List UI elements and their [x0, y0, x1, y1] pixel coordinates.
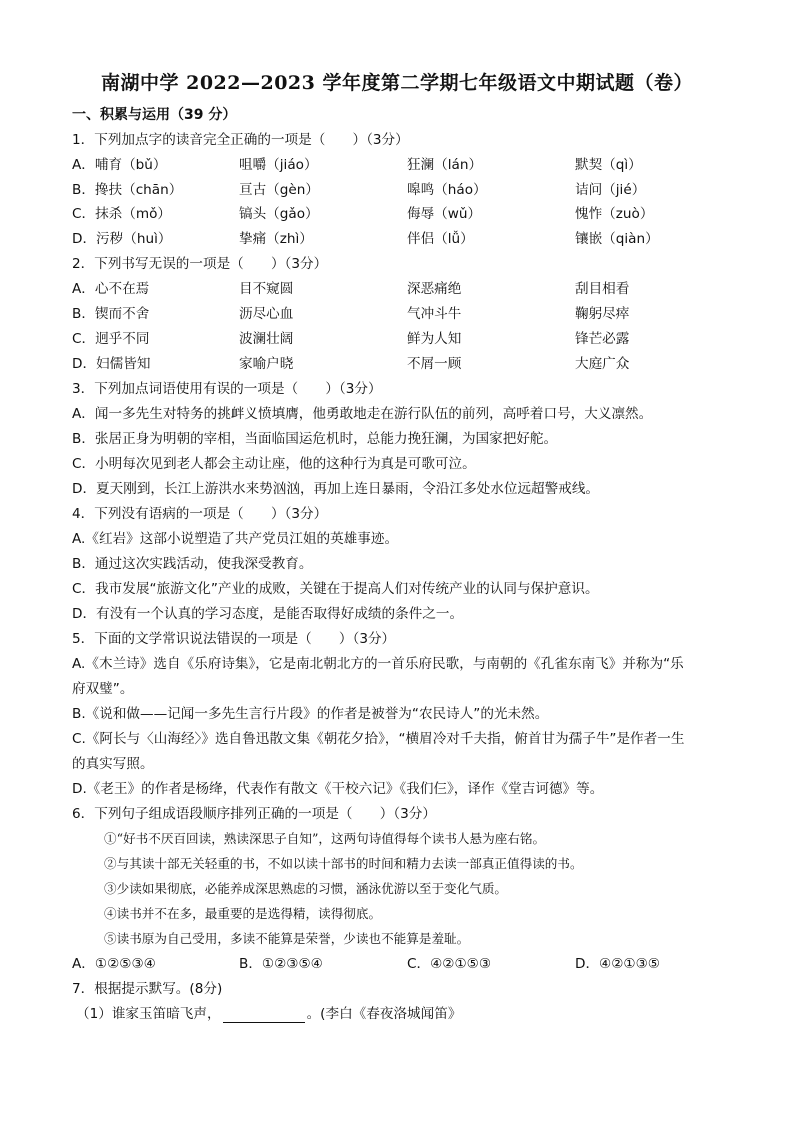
- q7-item-1: [76, 1005, 461, 1023]
- q1-option-d-item: 挚痛（zhì）: [239, 231, 313, 247]
- q2-option-a-item: 深恶痛绝: [407, 281, 462, 297]
- q2-option-a-item: 目不窥圆: [239, 281, 294, 297]
- q2-option-a-item: 刮目相看: [575, 281, 630, 297]
- q2-option-c-item: 波澜壮阔: [239, 331, 294, 347]
- q2-option-a: A．心不在焉: [72, 281, 150, 297]
- q3-option-c: C．小明每次见到老人都会主动让座，他的这种行为真是可歌可泣。: [72, 456, 476, 472]
- q1-stem: 1．下列加点字的读音完全正确的一项是（ ）（3分）: [72, 132, 409, 148]
- q3-stem: 3．下列加点词语使用有误的一项是（ ）（3分）: [72, 381, 382, 397]
- q6-stem: 6．下列句子组成语段顺序排列正确的一项是（ ）（3分）: [72, 806, 436, 822]
- q7-stem: 7．根据提示默写。(8分): [72, 981, 223, 997]
- q6-option-b: B．①②③⑤④: [239, 956, 323, 972]
- q1-option-a-item: 默契（qì）: [575, 157, 642, 173]
- q5-option-b: B.《说和做——记闻一多先生言行片段》的作者是被誉为“农民诗人”的光未然。: [72, 706, 549, 722]
- q1-option-b-item: 嗥鸣（háo）: [407, 182, 487, 198]
- q6-sentence-2: ②与其读十部无关轻重的书，不如以读十部书的时间和精力去读一部真正值得读的书。: [104, 856, 583, 871]
- q6-sentence-1: ①“好书不厌百回读，熟读深思子自知”，这两句诗值得每个读书人悬为座右铭。: [104, 831, 546, 846]
- q1-option-c-item: 镐头（gǎo）: [239, 206, 319, 222]
- q2-option-c-item: 鲜为人知: [407, 331, 462, 347]
- q4-option-c: C．我市发展“旅游文化”产业的成败，关键在于提高人们对传统产业的认同与保护意识。: [72, 581, 599, 597]
- q2-option-d-item: 家喻户晓: [239, 356, 294, 372]
- q5-stem: 5．下面的文学常识说法错误的一项是（ ）（3分）: [72, 631, 396, 647]
- q2-option-c: C．迥乎不同: [72, 331, 150, 347]
- q4-option-a: A.《红岩》这部小说塑造了共产党员江姐的英雄事迹。: [72, 531, 399, 547]
- q3-option-a: A．闻一多先生对特务的挑衅义愤填膺，他勇敢地走在游行队伍的前列，高呼着口号，大义凛然。: [72, 406, 653, 422]
- q6-sentence-3: ③少读如果彻底，必能养成深思熟虑的习惯，涵泳优游以至于变化气质。: [104, 881, 507, 896]
- q3-option-d: D．夏天刚到，长江上游洪水来势汹汹，再加上连日暴雨，令沿江多处水位远超警戒线。: [72, 481, 600, 497]
- q1-option-b-item: 亘古（gèn）: [239, 182, 319, 198]
- q2-option-b-item: 鞠躬尽瘁: [575, 306, 630, 322]
- q2-stem: 2．下列书写无误的一项是（ ）（3分）: [72, 256, 328, 272]
- q1-option-a-item: 咀嚼（jiáo）: [239, 157, 318, 173]
- q1-option-d-item: 伴侣（lǚ）: [407, 231, 474, 247]
- q4-option-d: D．有没有一个认真的学习态度，是能否取得好成绩的条件之一。: [72, 606, 464, 622]
- q5-option-a-continued: 府双璧”。: [72, 681, 134, 697]
- q2-option-d: D．妇儒皆知: [72, 356, 151, 372]
- q3-option-b: B．张居正身为明朝的宰相，当面临国运危机时，总能力挽狂澜，为国家把好舵。: [72, 431, 558, 447]
- q7-item-1-prompt: （1）谁家玉笛暗飞声，: [76, 1006, 221, 1022]
- q2-option-d-item: 大庭广众: [575, 356, 630, 372]
- q6-option-a: A．①②⑤③④: [72, 956, 156, 972]
- q7-item-1-source: 。(李白《春夜洛城闻笛》: [306, 1006, 462, 1022]
- q1-option-c-item: 愧怍（zuò）: [575, 206, 654, 222]
- q2-option-b-item: 沥尽心血: [239, 306, 294, 322]
- q1-option-d: D．污秽（huì）: [72, 231, 172, 247]
- q4-stem: 4．下列没有语病的一项是（ ）（3分）: [72, 506, 328, 522]
- q2-option-b: B．锲而不舍: [72, 306, 150, 322]
- exam-title: 南湖中学 2022—2023 学年度第二学期七年级语文中期试题（卷）: [101, 72, 693, 94]
- q4-option-b: B．通过这次实践活动，使我深受教育。: [72, 556, 313, 572]
- q5-option-c-continued: 的真实写照。: [72, 756, 154, 772]
- q1-option-d-item: 镶嵌（qiàn）: [575, 231, 659, 247]
- q1-option-a: A．哺育（bǔ）: [72, 157, 167, 173]
- q1-option-a-item: 狂澜（lán）: [407, 157, 483, 173]
- q6-sentence-5: ⑤读书原为自己受用，多读不能算是荣誉，少读也不能算是羞耻。: [104, 931, 470, 946]
- q1-option-b: B．搀扶（chān）: [72, 182, 183, 198]
- answer-blank[interactable]: [223, 1008, 305, 1023]
- q1-option-c-item: 侮辱（wǔ）: [407, 206, 482, 222]
- q2-option-c-item: 锋芒必露: [575, 331, 630, 347]
- q1-option-b-item: 诘问（jié）: [575, 182, 646, 198]
- q5-option-c: C.《阿长与〈山海经〉》选自鲁迅散文集《朝花夕拾》，“横眉冷对千夫指，俯首甘为孺子牛”是作者一生: [72, 731, 685, 747]
- q1-option-c: C．抹杀（mǒ）: [72, 206, 172, 222]
- q6-option-c: C．④②①⑤③: [407, 956, 492, 972]
- section-heading: 一、积累与运用（39 分）: [72, 107, 237, 123]
- q2-option-d-item: 不屑一顾: [407, 356, 462, 372]
- q6-sentence-4: ④读书并不在多，最重要的是选得精，读得彻底。: [104, 906, 382, 921]
- q2-option-b-item: 气冲斗牛: [407, 306, 462, 322]
- q5-option-a: A.《木兰诗》选自《乐府诗集》，它是南北朝北方的一首乐府民歌，与南朝的《孔雀东南飞》并称为“乐: [72, 656, 684, 672]
- q6-option-d: D．④②①③⑤: [575, 956, 660, 972]
- q5-option-d: D.《老王》的作者是杨绛，代表作有散文《干校六记》《我们仨》，译作《堂吉诃德》等。: [72, 781, 604, 797]
